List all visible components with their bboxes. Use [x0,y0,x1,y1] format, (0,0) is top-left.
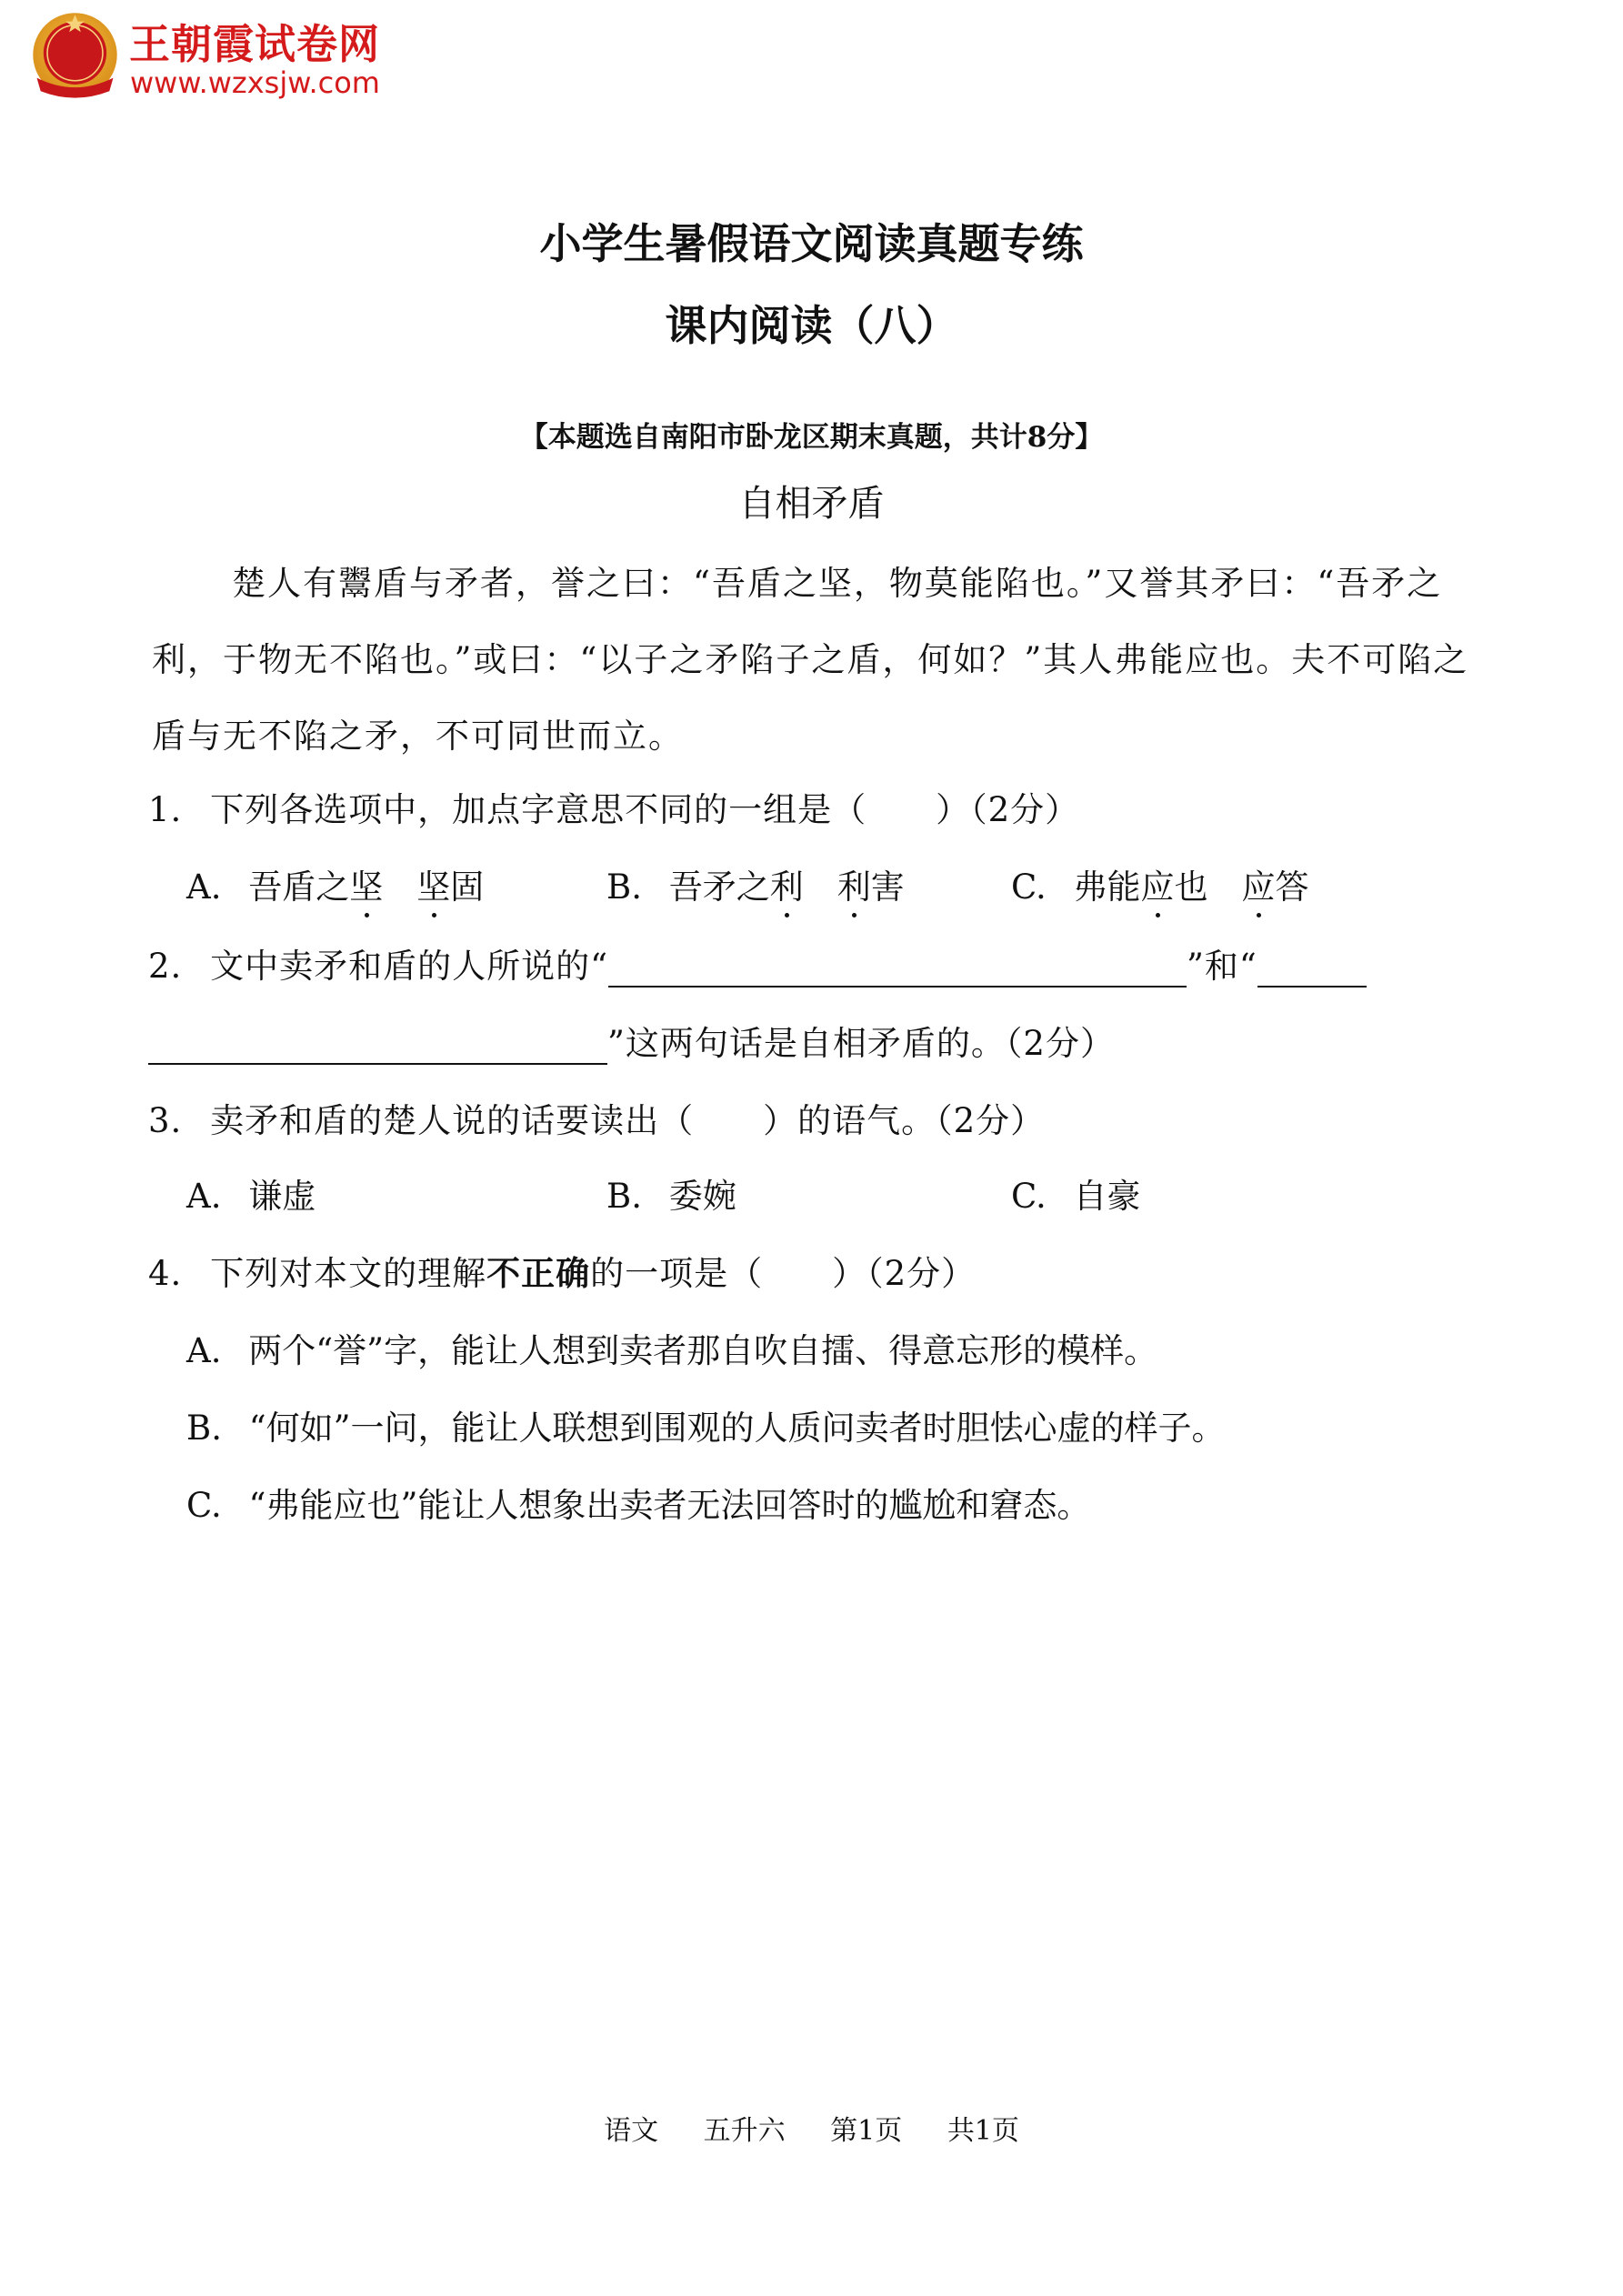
question-2-cont: ”这两句话是自相矛盾的。（2分） [148,1016,1115,1065]
dotted-char: 利 [769,867,804,907]
site-url[interactable]: www.wzxsjw.com [130,65,380,100]
question-stem: 卖矛和盾的楚人说的话要读出（ ）的语气。（2分） [210,1101,1046,1140]
option-a: A. 吾盾之坚 坚固 [186,867,485,907]
option-c: C. “弗能应也”能让人想象出卖者无法回答时的尴尬和窘态。 [186,1486,1091,1525]
dotted-char: 应 [1140,867,1175,907]
option-c: C. 弗能应也 应答 [1011,867,1309,907]
question-number: 2. [148,947,183,986]
option-b: B. 委婉 [606,1177,736,1216]
question-4: 4. 下列对本文的理解不正确的一项是（ ）（2分） [148,1254,977,1293]
option-a: A. 谦虚 [186,1177,316,1216]
footer-page: 第1页 [830,2115,903,2147]
passage-text: 楚人有鬻盾与矛者，誉之曰：“吾盾之坚，物莫能陷也。”又誉其矛曰：“吾矛之利，于物无不陷也。”或曰：“以子之矛陷子之盾，何如？”其人弗能应也。夫不可陷之盾与无不陷之矛，不可同世而立。 [152,564,1469,756]
option-a: A. 两个“誉”字，能让人想到卖者那自吹自擂、得意忘形的模样。 [186,1331,1158,1370]
dotted-char: 利 [837,867,871,907]
question-stem: 下列各选项中，加点字意思不同的一组是（ ）（2分） [210,790,1080,829]
emphasis-text: 不正确 [486,1254,591,1293]
footer-grade: 五升六 [703,2115,786,2147]
answer-blank-2b[interactable] [148,1030,607,1065]
dotted-char: 坚 [349,867,384,907]
passage [152,546,1488,775]
question-1 [148,782,1079,831]
answer-blank-1[interactable] [608,953,1187,988]
dotted-char: 坚 [416,867,451,907]
main-title: 小学生暑假语文阅读真题专练 [539,219,1084,268]
footer-total: 共1页 [947,2115,1019,2147]
footer-subject: 语文 [604,2115,659,2147]
question-2: 2. 文中卖矛和盾的人所说的“ ”和“ [148,938,1367,988]
badge-icon [27,9,123,105]
page-footer [0,2108,1623,2148]
question-number: 4. [148,1254,183,1293]
passage-title: 自相矛盾 [738,483,885,525]
question-3 [148,1093,1045,1142]
site-logo [27,9,427,109]
option-b: B. 吾矛之利 利害 [606,867,905,907]
question-number: 1. [148,790,183,829]
source-note: 【本题选自南阳市卧龙区期末真题，共计8分】 [519,421,1104,454]
question-number: 3. [148,1101,183,1140]
site-name: 王朝霞试卷网 [129,20,381,68]
option-c: C. 自豪 [1011,1177,1141,1216]
sub-title: 课内阅读（八） [665,301,958,350]
dotted-char: 应 [1241,867,1276,907]
answer-blank-2a[interactable] [1257,953,1367,988]
option-b: B. “何如”一问，能让人联想到围观的人质问卖者时胆怯心虚的样子。 [186,1409,1226,1448]
